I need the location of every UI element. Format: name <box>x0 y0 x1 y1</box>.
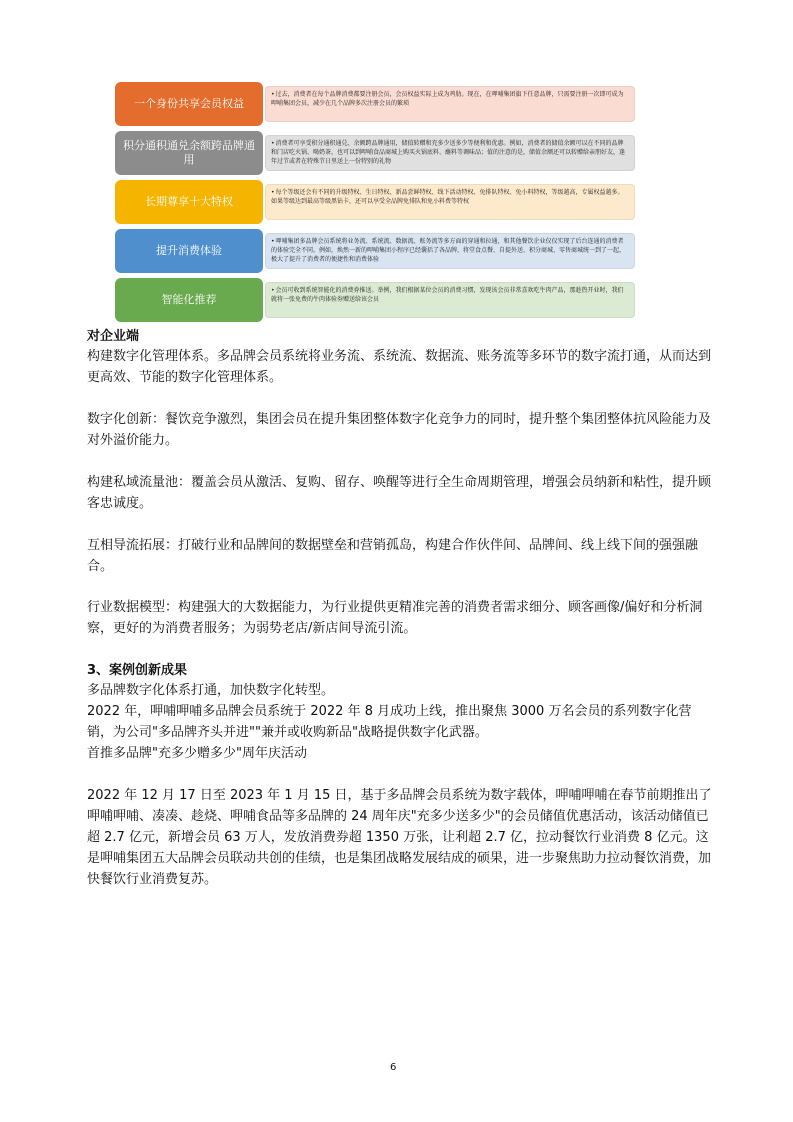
diagram-row <box>115 278 635 322</box>
diagram-description <box>265 135 635 171</box>
paragraph-digital-transformation: 多品牌数字化体系打通，加快数字化转型。 <box>87 683 335 698</box>
diagram-description-text: 每个等级还会有不同的升级特权、生日特权、新品尝鲜特权、线下活动特权、免排队特权、免小料特权，等级越高，专属权益越多。如果等级达到最高等级黑钻卡，还可以享受全品牌免排队和免小料费等特权 <box>271 189 624 205</box>
diagram-row <box>115 82 635 126</box>
paragraph-2022-launch: 2022 年，呷哺呷哺多品牌会员系统于 2022 年 8 月成功上线，推出聚焦 3000 万名会员的系列数字化营销，为公司"多品牌齐头并进""兼并或收购新品"战略提供数字化武器。 <box>87 704 692 740</box>
diagram-label: 智能化推荐 <box>115 278 263 322</box>
paragraph-anniversary-title: 首推多品牌"充多少赠多少"周年庆活动 <box>87 746 307 761</box>
paragraph-digital-innovation: 数字化创新：餐饮竞争激烈，集团会员在提升集团整体数字化竞争力的同时，提升整个集团整体抗风险能力及对外溢价能力。 <box>87 412 712 448</box>
bullet-icon: • <box>271 238 275 245</box>
page-number: 6 <box>390 1062 397 1073</box>
diagram-row <box>115 131 635 175</box>
paragraph-data-model: 行业数据模型：构建强大的大数据能力，为行业提供更精准完善的消费者需求细分、顾客画像/偏好和分析洞察，更好的为消费者服务；为弱势老店/新店间导流引流。 <box>87 600 703 636</box>
diagram-label: 长期尊享十大特权 <box>115 180 263 224</box>
bullet-icon: • <box>271 140 275 147</box>
bullet-icon: • <box>271 287 275 294</box>
paragraph-digital-management: 构建数字化管理体系。多品牌会员系统将业务流、系统流、数据流、账务流等多环节的数字流打通，从而达到更高效、节能的数字化管理体系。 <box>87 349 712 385</box>
heading-case-results: 3、案例创新成果 <box>87 663 188 678</box>
diagram-description-text: 过去，消费者在每个品牌消费都要注册会员，会员权益实际上成为鸡肋。现在，在呷哺集团旗下任意品牌，只需要注册一次即可成为呷哺集团会员，减少在几个品牌多次注册会员的繁琐 <box>271 91 624 107</box>
bullet-icon: • <box>271 189 275 196</box>
diagram-label: 提升消费体验 <box>115 229 263 273</box>
heading-enterprise: 对企业端 <box>87 329 140 344</box>
diagram-description <box>265 184 635 220</box>
paragraph-private-traffic: 构建私域流量池：覆盖会员从激活、复购、留存、唤醒等进行全生命周期管理，增强会员纳新和粘性，提升顾客忠诚度。 <box>87 475 712 511</box>
member-benefits-diagram <box>115 82 635 327</box>
diagram-description <box>265 233 635 269</box>
diagram-description-text: 消费者可享受积分通积通兑、余额跨品牌通用，储值转赠和充多少送多少等便利和优惠。例如，消费者的储值余额可以在不同的品牌和门店吃火锅、喝奶茶，也可以到呷哺食品商城上购买火锅底料、蘸料等调味品；值的注意的是，储值余额还可以转赠给亲朋好友，逢年过节或者在特殊节日里送上一份特别的礼物 <box>271 140 626 165</box>
diagram-description-text: 会员可收到系统智能化的消费券推送。举例，我们根据某位会员的消费习惯，发现该会员非常喜欢吃牛肉产品，那趁热开业时，我们就将一张免费的牛肉体验券赠送给该会员 <box>271 287 624 303</box>
diagram-description <box>265 282 635 318</box>
paragraph-mutual-traffic: 互相导流拓展：打破行业和品牌间的数据壁垒和营销孤岛，构建合作伙伴间、品牌间、线上线下间的强强融合。 <box>87 538 699 574</box>
paragraph-anniversary-detail: 2022 年 12 月 17 日至 2023 年 1 月 15 日，基于多品牌会员系统为数字载体，呷哺呷哺在春节前期推出了呷哺呷哺、凑凑、趁烧、呷哺食品等多品牌的 24 周年庆"充多少送多少"的会员储值优惠活动，该活动储值已超 2.7 亿元，新增会员 63 万人，发放消费券超 1350 万张，让利超 2.7 亿，拉动餐饮行业消费 8 亿元。这是呷哺集团五大品牌会员联动共创的佳绩，也是集团战略发展结成的硕果，进一步聚焦助力拉动餐饮消费，加快餐饮行业消费复苏。 <box>87 788 712 887</box>
diagram-description <box>265 86 635 122</box>
diagram-label: 一个身份共享会员权益 <box>115 82 263 126</box>
diagram-row <box>115 229 635 273</box>
diagram-description-text: 呷哺集团多品牌会员系统将业务流、系统流、数据流、账务流等多方面的穿通和拉通，和其他餐饮企业仅仅实现了后台连通的消费者的体验完全不同。例如，焕然一新的呷哺集团小程序已经囊括了各品牌，将堂食点餐、自提外送、积分商城、零售商城统一到了一起，极大了提升了消费者的便捷性和消费体验 <box>271 238 626 263</box>
diagram-row <box>115 180 635 224</box>
diagram-label: 积分通积通兑余额跨品牌通用 <box>115 131 263 175</box>
bullet-icon: • <box>271 91 275 98</box>
